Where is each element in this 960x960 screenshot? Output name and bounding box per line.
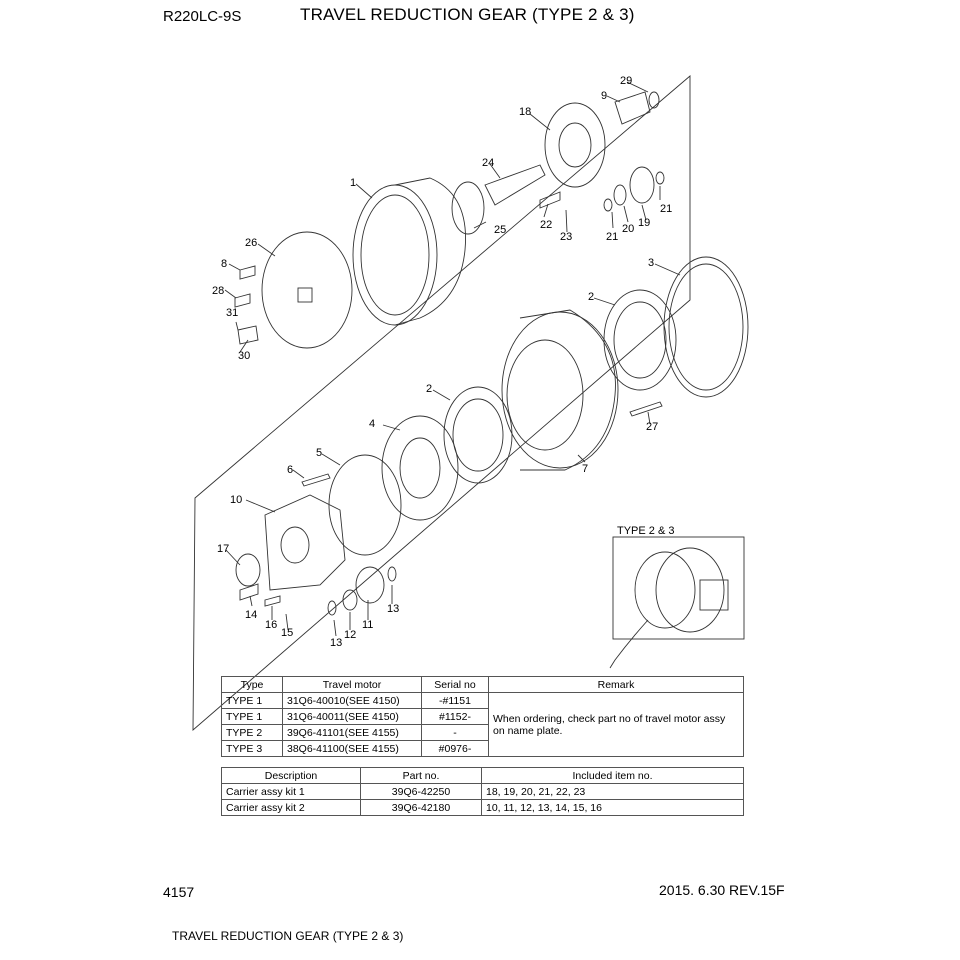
page-number: 4157 [163, 884, 195, 900]
cell-type: TYPE 1 [222, 693, 283, 709]
table-row [222, 784, 744, 800]
callout-26: 26 [245, 237, 258, 249]
callout-22: 22 [540, 219, 553, 231]
callout-9: 9 [601, 90, 608, 102]
bearing-20 [614, 185, 626, 205]
cell-type: TYPE 1 [222, 709, 283, 725]
table-row [222, 800, 744, 816]
cell-description: Carrier assy kit 2 [222, 800, 361, 816]
pin-9 [615, 92, 650, 124]
o-ring-25 [452, 182, 484, 234]
carrier-10 [265, 495, 345, 590]
callout-29: 29 [620, 75, 633, 87]
header-description: Description [222, 768, 361, 784]
carrier-kit-table [221, 767, 744, 816]
callout-6: 6 [287, 464, 294, 476]
bolt-27 [630, 402, 662, 416]
inset-label: TYPE 2 & 3 [617, 525, 675, 537]
cell-included: 18, 19, 20, 21, 22, 23 [482, 784, 744, 800]
cell-included: 10, 11, 12, 13, 14, 15, 16 [482, 800, 744, 816]
bearing-2-lower [444, 387, 512, 483]
table-row [222, 693, 744, 709]
header-remark: Remark [489, 677, 744, 693]
callout-4: 4 [369, 418, 376, 430]
callout-24: 24 [482, 157, 495, 169]
callout-21a: 21 [606, 231, 619, 243]
cell-description: Carrier assy kit 1 [222, 784, 361, 800]
cell-motor: 38Q6-41100(SEE 4155) [283, 741, 422, 757]
page-title: TRAVEL REDUCTION GEAR (TYPE 2 & 3) [300, 5, 635, 24]
cell-remark: When ordering, check part no of travel motor assy on name plate. [489, 693, 744, 757]
shaft-24 [485, 165, 545, 205]
callout-13b: 13 [330, 637, 343, 649]
callout-10: 10 [230, 494, 243, 506]
callout-20: 20 [622, 223, 635, 235]
callout-28: 28 [212, 285, 225, 297]
callout-25: 25 [494, 224, 507, 236]
header-travel-motor: Travel motor [283, 677, 422, 693]
callout-2b: 2 [426, 383, 433, 395]
inset-motor-image [635, 552, 695, 628]
ring-gear-1 [353, 185, 437, 325]
cell-motor: 31Q6-40010(SEE 4150) [283, 693, 422, 709]
revision-date: 2015. 6.30 REV.15F [659, 882, 785, 898]
callout-2a: 2 [588, 291, 595, 303]
cell-motor: 39Q6-41101(SEE 4155) [283, 725, 422, 741]
callout-16: 16 [265, 619, 278, 631]
callout-21b: 21 [660, 203, 673, 215]
frame-outline [193, 76, 690, 730]
housing-7 [502, 312, 618, 468]
header-serial: Serial no [422, 677, 489, 693]
callout-14: 14 [245, 609, 258, 621]
callout-18: 18 [519, 106, 532, 118]
callout-31: 31 [226, 307, 239, 319]
flange-4 [382, 416, 458, 520]
callout-30: 30 [238, 350, 251, 362]
cell-serial: - [422, 725, 489, 741]
callout-19: 19 [638, 217, 651, 229]
gear-19 [630, 167, 654, 203]
cell-motor: 31Q6-40011(SEE 4150) [283, 709, 422, 725]
callout-15: 15 [281, 627, 294, 639]
header-type: Type [222, 677, 283, 693]
callout-3: 3 [648, 257, 655, 269]
table-header-row [222, 768, 744, 784]
callout-23: 23 [560, 231, 573, 243]
callout-11: 11 [362, 619, 374, 631]
gear-17 [236, 554, 260, 586]
header-included-items: Included item no. [482, 768, 744, 784]
footer-title: TRAVEL REDUCTION GEAR (TYPE 2 & 3) [172, 929, 404, 943]
cell-serial: #1152- [422, 709, 489, 725]
cell-part-no: 39Q6-42180 [361, 800, 482, 816]
cell-serial: -#1151 [422, 693, 489, 709]
cell-type: TYPE 3 [222, 741, 283, 757]
callout-12: 12 [344, 629, 357, 641]
travel-motor-table [221, 676, 744, 757]
cell-part-no: 39Q6-42250 [361, 784, 482, 800]
callout-5: 5 [316, 447, 323, 459]
callout-1: 1 [350, 177, 357, 189]
cell-type: TYPE 2 [222, 725, 283, 741]
cover-26 [262, 232, 352, 348]
gasket-5 [329, 455, 401, 555]
callout-27: 27 [646, 421, 659, 433]
header-part-no: Part no. [361, 768, 482, 784]
callout-7: 7 [582, 463, 589, 475]
ring-3 [664, 257, 748, 397]
table-header-row [222, 677, 744, 693]
callout-8: 8 [221, 258, 228, 270]
ring-29 [649, 92, 659, 108]
cell-serial: #0976- [422, 741, 489, 757]
model-code: R220LC-9S [163, 8, 242, 25]
callout-13a: 13 [387, 603, 400, 615]
callout-17: 17 [217, 543, 230, 555]
